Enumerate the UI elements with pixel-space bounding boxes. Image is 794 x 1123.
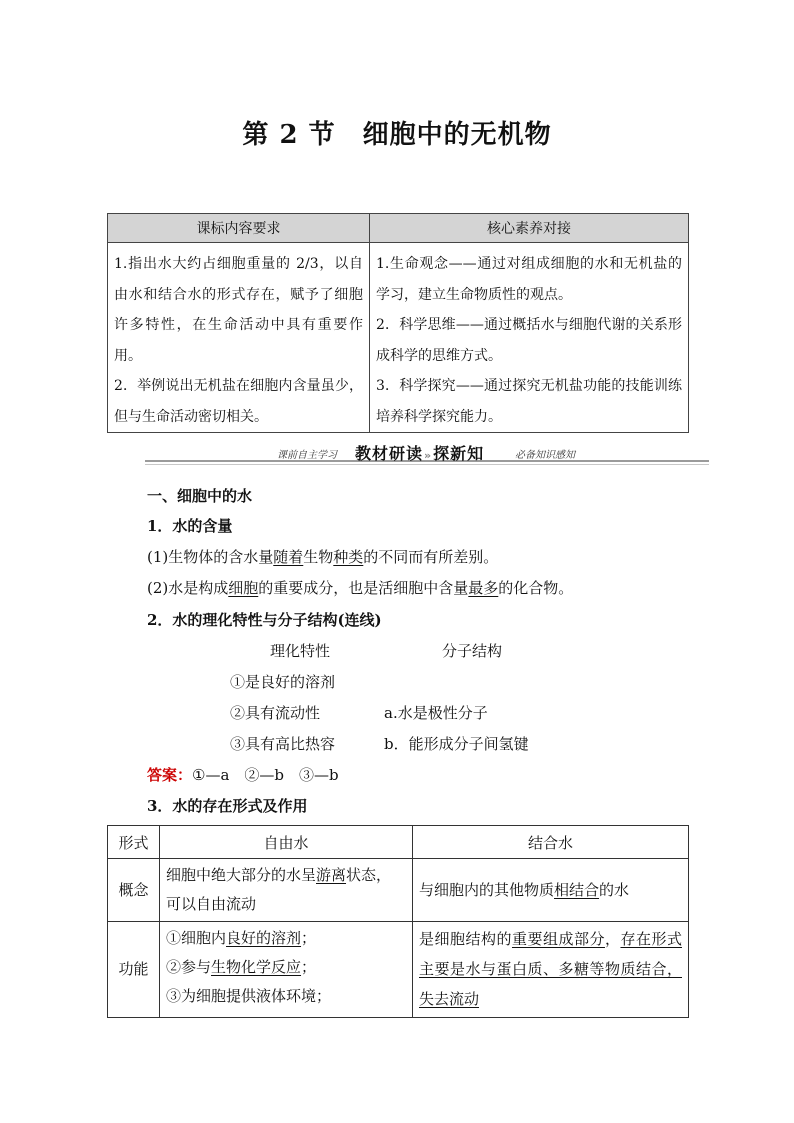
table-row bbox=[108, 243, 689, 433]
header-form: 形式 bbox=[108, 826, 160, 859]
header-bound-water: 结合水 bbox=[413, 826, 689, 859]
subsection-heading: 1．水的含量 bbox=[147, 517, 233, 535]
text-span: ； bbox=[301, 958, 317, 976]
text-span: ； bbox=[301, 929, 317, 947]
underlined-term: 存在形式主要是水与蛋白质、多糖等物质结合，失去流动 bbox=[419, 930, 682, 1008]
paragraph bbox=[147, 546, 498, 567]
underlined-term: 最多 bbox=[468, 579, 499, 597]
requirement-item: 2．举例说出无机盐在细胞内含量虽少，但与生命活动密切相关。 bbox=[114, 378, 363, 425]
underlined-term: 相结合 bbox=[554, 880, 600, 899]
core-literacy-cell bbox=[370, 243, 689, 433]
property-item: ②具有流动性 bbox=[230, 704, 321, 722]
banner-divider-thin bbox=[145, 464, 709, 465]
text-span: (1)生物体的含水量 bbox=[147, 548, 274, 566]
structure-item: b．能形成分子间氢键 bbox=[384, 735, 529, 753]
underlined-term: 细胞 bbox=[228, 579, 259, 597]
underlined-term: 重要组成部分 bbox=[511, 930, 605, 948]
double-chevron-icon: » bbox=[424, 449, 433, 462]
banner-main-part2: 探新知 bbox=[433, 444, 485, 463]
function-bound-water bbox=[413, 922, 689, 1018]
answer-text: ①—a ②—b ③—b bbox=[192, 766, 339, 784]
row-label-function: 功能 bbox=[108, 922, 160, 1018]
curriculum-requirements-cell bbox=[108, 243, 370, 433]
table-header-row bbox=[108, 214, 689, 243]
column-label-structure: 分子结构 bbox=[442, 642, 503, 660]
banner-main-part1: 教材研读 bbox=[355, 444, 424, 463]
page-title: 第 2 节 细胞中的无机物 bbox=[242, 120, 552, 150]
text-span: ， bbox=[604, 930, 621, 948]
banner-left-text: 课前自主学习 bbox=[277, 450, 337, 461]
text-span: 是细胞结构的 bbox=[419, 930, 512, 948]
text-span: (2)水是构成 bbox=[147, 579, 229, 597]
text-span: 与细胞内的其他物质 bbox=[419, 880, 555, 899]
section-banner bbox=[145, 441, 709, 467]
text-span: 的化合物。 bbox=[498, 579, 574, 597]
underlined-term: 生物化学反应 bbox=[211, 958, 302, 976]
text-span: 细胞中绝大部分的水呈 bbox=[166, 866, 317, 884]
literacy-item: 2．科学思维——通过概括水与细胞代谢的关系形成科学的思维方式。 bbox=[376, 317, 682, 364]
underlined-term: 随着 bbox=[273, 548, 304, 566]
function-free-water bbox=[160, 922, 413, 1018]
function-item bbox=[166, 982, 406, 1011]
water-forms-table bbox=[107, 825, 689, 1018]
text-span: 的不同而有所差别。 bbox=[363, 548, 499, 566]
literacy-item: 3．科学探究——通过探究无机盐功能的技能训练培养科学探究能力。 bbox=[376, 378, 682, 425]
row-label-concept: 概念 bbox=[108, 859, 160, 922]
table-row bbox=[108, 922, 689, 1018]
underlined-term: 良好的溶剂 bbox=[226, 929, 302, 947]
concept-bound-water bbox=[413, 859, 689, 922]
text-span: ②参与 bbox=[166, 958, 212, 976]
table-row bbox=[108, 859, 689, 922]
section-heading: 一、细胞中的水 bbox=[147, 487, 253, 505]
function-item bbox=[166, 953, 406, 982]
paragraph bbox=[147, 577, 573, 598]
text-span: ①细胞内 bbox=[166, 929, 227, 947]
property-item: ①是良好的溶剂 bbox=[230, 673, 336, 691]
header-curriculum-content: 课标内容要求 bbox=[108, 214, 370, 243]
column-label-properties: 理化特性 bbox=[270, 642, 331, 660]
text-span: 的重要成分，也是活细胞中含量 bbox=[258, 579, 469, 597]
literacy-item: 1.生命观念——通过对组成细胞的水和无机盐的学习，建立生命物质性的观点。 bbox=[376, 256, 682, 303]
requirement-item: 1.指出水大约占细胞重量的 2/3，以自由水和结合水的形式存在，赋予了细胞许多特性，在生命活动中具有重要作用。 bbox=[114, 256, 363, 364]
underlined-term: 游离 bbox=[316, 866, 347, 884]
curriculum-requirements-table bbox=[107, 213, 689, 433]
function-item bbox=[166, 924, 406, 953]
text-span: 的水 bbox=[599, 880, 630, 899]
subsection-heading: 3．水的存在形式及作用 bbox=[147, 797, 308, 815]
table-header-row bbox=[108, 826, 689, 859]
text-span: 状态，可以自由流动 bbox=[166, 866, 392, 913]
property-item: ③具有高比热容 bbox=[230, 735, 336, 753]
banner-main-text bbox=[355, 441, 484, 464]
answer-label: 答案： bbox=[147, 766, 193, 784]
subsection-heading: 2．水的理化特性与分子结构(连线) bbox=[147, 611, 382, 629]
text-span: 生物 bbox=[303, 548, 334, 566]
structure-item: a.水是极性分子 bbox=[384, 704, 488, 722]
text-span: ③为细胞提供液体环境； bbox=[166, 987, 332, 1005]
header-core-literacy: 核心素养对接 bbox=[370, 214, 689, 243]
banner-right-text: 必备知识感知 bbox=[515, 450, 575, 461]
concept-free-water bbox=[160, 859, 413, 922]
underlined-term: 种类 bbox=[333, 548, 364, 566]
header-free-water: 自由水 bbox=[160, 826, 413, 859]
answer-line bbox=[147, 764, 339, 785]
